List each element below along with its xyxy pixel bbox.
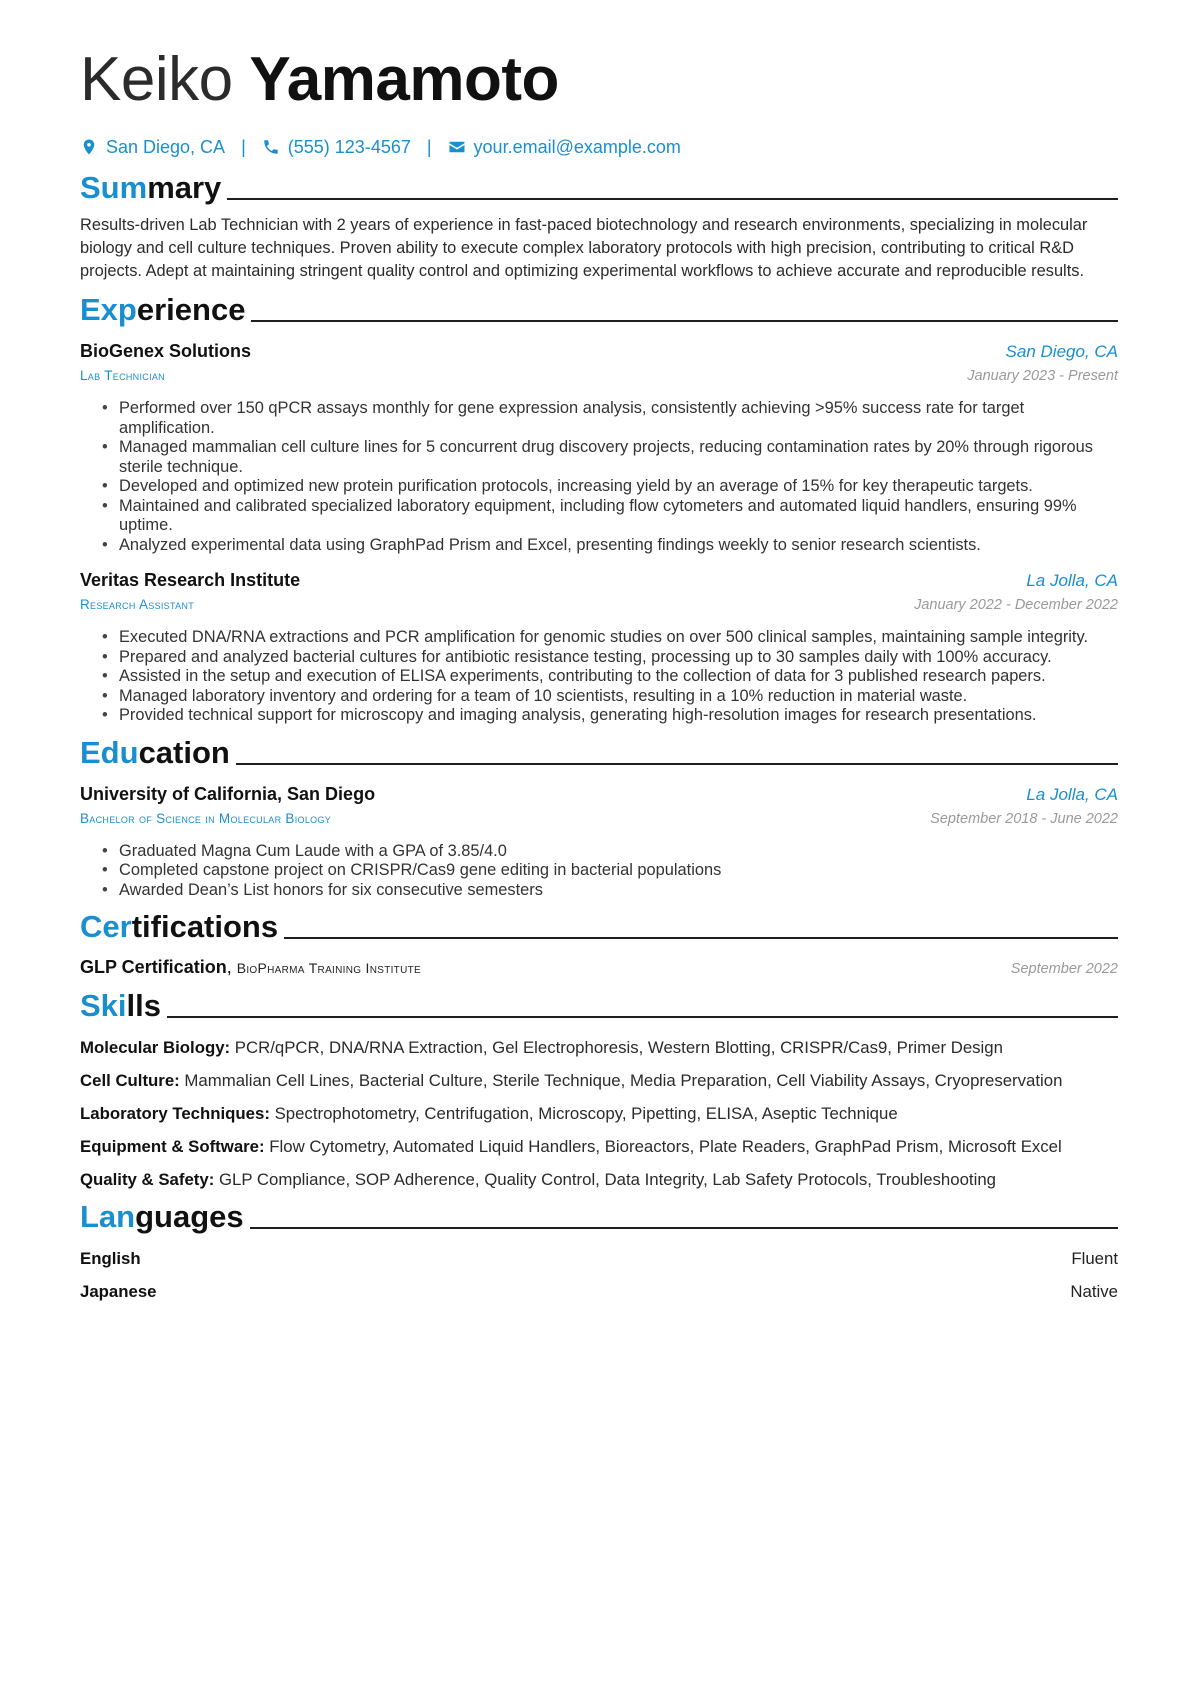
skill-label: Molecular Biology:	[80, 1038, 231, 1057]
section-rule	[250, 1227, 1118, 1229]
language-row	[80, 1280, 1118, 1303]
school-name: University of California, San Diego	[80, 783, 376, 804]
contact-separator: |	[426, 136, 432, 157]
skill-values: Flow Cytometry, Automated Liquid Handlers, Bioreactors, Plate Readers, GraphPad Prism, Microsoft Excel	[264, 1137, 1062, 1156]
section-rule	[236, 763, 1118, 765]
entry-location: San Diego, CA	[1005, 342, 1118, 361]
experience-entry	[80, 567, 1118, 726]
list-item: • Managed laboratory inventory and ordering for a team of 10 scientists, resulting in a 10% reduction in material waste.	[80, 687, 1118, 707]
cert-issuer: BioPharma Training Institute	[236, 960, 421, 976]
section-rule	[167, 1016, 1118, 1018]
contact-bar	[80, 132, 1118, 162]
certifications-heading: Certifications	[80, 907, 1118, 947]
list-item: • Analyzed experimental data using GraphPad Prism and Excel, presenting findings weekly to senior research scientists.	[80, 536, 1118, 556]
list-item: • Graduated Magna Cum Laude with a GPA of 3.85/4.0	[80, 842, 1118, 862]
language-name: Japanese	[80, 1282, 157, 1301]
education-heading: Education	[80, 733, 1118, 773]
language-level: Native	[1070, 1282, 1118, 1301]
skill-values: PCR/qPCR, DNA/RNA Extraction, Gel Electrophoresis, Western Blotting, CRISPR/Cas9, Primer Design	[230, 1038, 1003, 1057]
cert-name: GLP Certification	[80, 957, 227, 977]
skill-row	[80, 1036, 1118, 1059]
company-name: Veritas Research Institute	[80, 570, 301, 590]
contact-separator: |	[241, 136, 246, 157]
phone-text: (555) 123-4567	[287, 136, 411, 157]
list-item: • Performed over 150 qPCR assays monthly for gene expression analysis, consistently achieving >95% success rate for target amplification.	[80, 399, 1118, 438]
contact-location	[80, 137, 225, 158]
skill-values: Mammalian Cell Lines, Bacterial Culture, Sterile Technique, Media Preparation, Cell Viability Assays, Cryopreservation	[179, 1071, 1063, 1090]
language-level: Fluent	[1071, 1249, 1118, 1268]
section-rule	[251, 320, 1118, 322]
bullet-list	[80, 628, 1118, 726]
list-item: • Completed capstone project on CRISPR/Cas9 gene editing in bacterial populations	[80, 861, 1118, 881]
contact-email[interactable]	[448, 137, 681, 158]
skill-label: Quality & Safety:	[80, 1170, 215, 1189]
company-name: BioGenex Solutions	[80, 341, 252, 361]
skill-label: Equipment & Software:	[80, 1137, 265, 1156]
section-rule	[284, 937, 1118, 939]
map-marker-icon	[80, 138, 98, 156]
section-rule	[227, 198, 1118, 200]
cert-separator: ,	[226, 957, 237, 977]
list-item: • Awarded Dean’s List honors for six consecutive semesters	[80, 881, 1118, 901]
skill-values: GLP Compliance, SOP Adherence, Quality Control, Data Integrity, Lab Safety Protocols, Troubleshooting	[214, 1170, 996, 1189]
first-name: Keiko	[80, 45, 233, 114]
entry-dates: January 2023 - Present	[967, 368, 1118, 384]
skill-row	[80, 1102, 1118, 1125]
resume-page	[80, 38, 1118, 1303]
education-entry	[80, 781, 1118, 901]
entry-location: La Jolla, CA	[1026, 784, 1118, 804]
experience-entry	[80, 338, 1118, 555]
certification-item	[80, 957, 1118, 980]
language-row	[80, 1247, 1118, 1270]
entry-dates: September 2018 - June 2022	[930, 810, 1118, 827]
skill-label: Laboratory Techniques:	[80, 1104, 270, 1123]
list-item: • Managed mammalian cell culture lines for 5 concurrent drug discovery projects, reducing contamination rates by 20% through rigorous sterile technique.	[80, 438, 1118, 477]
skills-heading: Skills	[80, 986, 1118, 1026]
list-item: • Developed and optimized new protein purification protocols, increasing yield by an average of 15% for key therapeutic targets.	[80, 477, 1118, 497]
language-name: English	[80, 1249, 141, 1268]
envelope-icon	[448, 138, 466, 156]
summary-heading: Summary	[80, 168, 1118, 208]
list-item: • Assisted in the setup and execution of ELISA experiments, contributing to the collection of data for 3 published research papers.	[80, 667, 1118, 687]
phone-icon	[262, 138, 280, 156]
location-text: San Diego, CA	[106, 136, 226, 157]
skill-row	[80, 1069, 1118, 1092]
email-text: your.email@example.com	[473, 136, 681, 157]
list-item: • Provided technical support for microscopy and imaging analysis, generating high-resolution images for research presentations.	[80, 706, 1118, 726]
skill-row	[80, 1135, 1118, 1158]
list-item: • Executed DNA/RNA extractions and PCR amplification for genomic studies on over 500 clinical samples, maintaining sample integrity.	[80, 628, 1118, 648]
languages-heading: Languages	[80, 1197, 1118, 1237]
bullet-list	[80, 399, 1118, 555]
list-item: • Maintained and calibrated specialized laboratory equipment, including flow cytometers and automated liquid handlers, ensuring 99% uptime.	[80, 497, 1118, 536]
candidate-name	[80, 38, 1118, 122]
skill-values: Spectrophotometry, Centrifugation, Microscopy, Pipetting, ELISA, Aseptic Technique	[269, 1104, 898, 1123]
cert-date: September 2022	[1010, 961, 1118, 977]
contact-phone[interactable]	[262, 137, 411, 158]
skill-row	[80, 1168, 1118, 1191]
summary-text: Results-driven Lab Technician with 2 years of experience in fast-paced biotechnology and research environments, specializing in molecular biology and cell culture techniques. Proven ability to execute complex laboratory protocols with high precision, contributing to critical R&D projects. Adept at maintaining stringent quality control and optimizing experimental workflows to achieve accurate and reproducible results.	[80, 216, 1088, 280]
degree-title: Bachelor of Science in Molecular Biology	[80, 810, 332, 826]
skill-label: Cell Culture:	[80, 1071, 180, 1090]
entry-location: La Jolla, CA	[1026, 571, 1118, 590]
experience-heading: Experience	[80, 290, 1118, 330]
entry-dates: January 2022 - December 2022	[914, 597, 1118, 613]
bullet-list	[80, 842, 1118, 901]
list-item: • Prepared and analyzed bacterial cultures for antibiotic resistance testing, processing up to 30 samples daily with 100% accuracy.	[80, 648, 1118, 668]
last-name: Yamamoto	[249, 45, 559, 114]
job-title: Research Assistant	[80, 597, 195, 612]
job-title: Lab Technician	[80, 368, 165, 383]
